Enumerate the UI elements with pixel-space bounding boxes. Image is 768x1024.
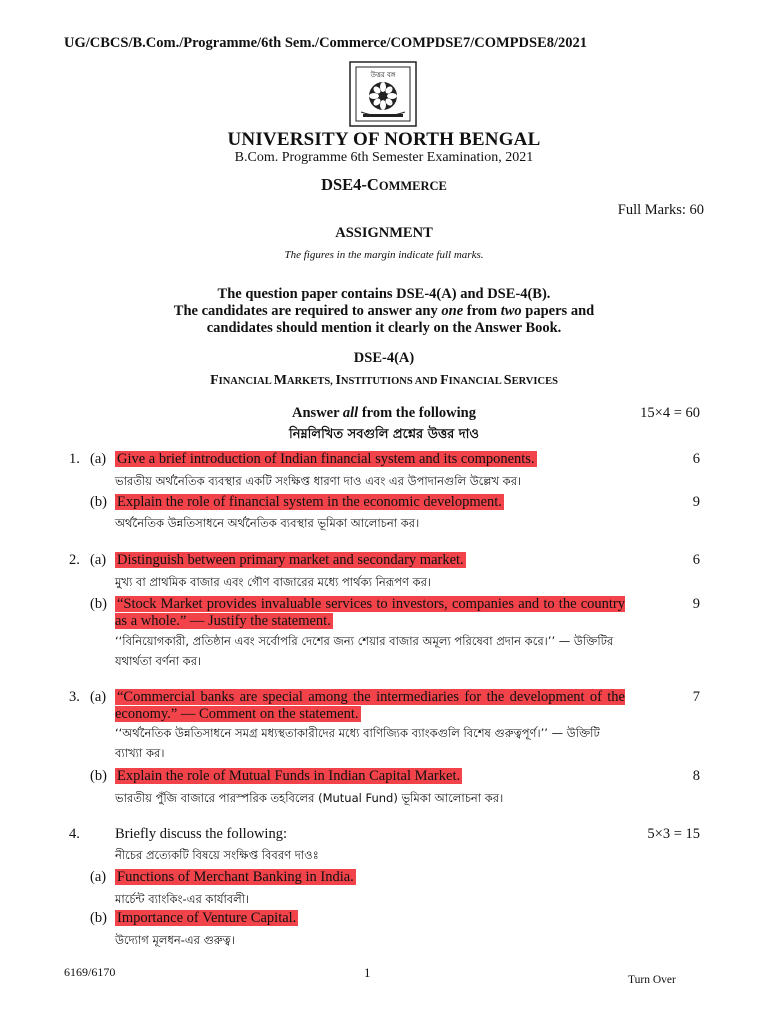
- question-1a: Give a brief introduction of Indian financial system and its components.: [117, 451, 535, 467]
- margin-note: The figures in the margin indicate full marks.: [284, 249, 484, 261]
- subject-title: FINANCIAL MARKETS, INSTITUTIONS AND FINANCIAL SERVICES: [210, 373, 558, 388]
- question-1a-bengali: ভারতীয় অর্থনৈতিক ব্যবস্থার একটি সংক্ষিপ্ত ধারণা দাও এবং এর উপাদানগুলি উল্লেখ কর।: [115, 474, 522, 488]
- exam-title: B.Com. Programme 6th Semester Examination, 2021: [234, 150, 534, 165]
- footer-code: 6169/6170: [64, 965, 116, 979]
- full-marks: Full Marks: 60: [617, 202, 704, 218]
- sub-label: (a): [90, 869, 107, 885]
- seal-text: উত্তর বঙ্গ: [370, 71, 396, 79]
- question-4-intro-bengali: নীচের প্রত্যেকটি বিষয়ে সংক্ষিপ্ত বিবরণ দাওঃ: [115, 848, 319, 862]
- instruction-line-2: The candidates are required to answer any one from two papers and: [173, 303, 595, 319]
- sub-label: (b): [90, 596, 107, 612]
- answer-instruction-bengali: নিম্নলিখিত সবগুলি প্রশ্নের উত্তর দাও: [289, 427, 479, 442]
- question-1b-bengali: অর্থনৈতিক উন্নতিসাধনে অর্থনৈতিক ব্যবস্থার ভূমিকা আলোচনা কর।: [115, 516, 420, 530]
- paper-title: DSE4-COMMERCE: [321, 175, 447, 194]
- answer-instruction: Answer all from the following: [292, 405, 476, 421]
- question-4a: Functions of Merchant Banking in India.: [117, 869, 354, 885]
- question-2b-bengali: ‘‘বিনিয়োগকারী, প্রতিষ্ঠান এবং সর্বোপরি দেশের জন্য শেয়ার বাজার অমূল্য পরিষেবা প্রদান করে।’’ — উক্তিটির যথার্থতা বর্ণনা কর।: [115, 634, 614, 668]
- question-2a-bengali: মুখ্য বা প্রাথমিক বাজার এবং গৌণ বাজারের মধ্যে পার্থক্য নিরূপণ কর।: [115, 575, 432, 589]
- sub-label: (b): [90, 768, 107, 784]
- question-2a: Distinguish between primary market and secondary market.: [117, 552, 464, 568]
- turn-over: Turn Over: [628, 974, 676, 986]
- question-marks: 8: [692, 768, 700, 784]
- question-number: 2.: [69, 552, 80, 568]
- question-marks: 5×3 = 15: [647, 826, 700, 842]
- question-2b: “Stock Market provides invaluable services to investors, companies and to the country as a whole.” — Justify the statement.: [115, 596, 625, 629]
- question-3b-bengali: ভারতীয় পুঁজি বাজারে পারস্পরিক তহবিলের (Mutual Fund) ভূমিকা আলোচনা কর।: [115, 791, 504, 805]
- question-marks: 7: [692, 689, 700, 705]
- question-marks: 6: [692, 552, 700, 568]
- instruction-line-3: candidates should mention it clearly on the Answer Book.: [206, 320, 562, 336]
- section-title: DSE-4(A): [353, 350, 415, 366]
- question-4-intro: Briefly discuss the following:: [115, 826, 287, 842]
- instructions: [0, 286, 768, 337]
- sub-label: (a): [90, 451, 107, 467]
- section-marks: 15×4 = 60: [640, 405, 700, 421]
- university-seal-icon: [347, 60, 419, 128]
- question-marks: 6: [692, 451, 700, 467]
- university-name: UNIVERSITY OF NORTH BENGAL: [227, 129, 541, 150]
- sub-label: (b): [90, 494, 107, 510]
- question-marks: 9: [692, 494, 700, 510]
- question-3a: “Commercial banks are special among the intermediaries for the development of the economy.” — Comment on the statement.: [115, 689, 625, 722]
- question-4b: Importance of Venture Capital.: [117, 910, 297, 926]
- instruction-line-1: The question paper contains DSE-4(A) and DSE-4(B).: [217, 286, 551, 302]
- question-number: 4.: [69, 826, 80, 842]
- question-3a-bengali: ‘‘অর্থনৈতিক উন্নতিসাধনে সমগ্র মধ্যস্থতাকারীদের মধ্যে বাণিজ্যিক ব্যাংকগুলি বিশেষ গুরুত্বপূর্ণ।’’ — উক্তিটি ব্যাখ্যা কর।: [115, 726, 600, 760]
- question-4b-bengali: উদ্যোগ মূলধন-এর গুরুত্ব।: [115, 933, 235, 947]
- sub-label: (b): [90, 910, 107, 926]
- paper-code: UG/CBCS/B.Com./Programme/6th Sem./Commerce/COMPDSE7/COMPDSE8/2021: [64, 35, 588, 51]
- question-4a-bengali: মার্চেন্ট ব্যাংকিং-এর কার্যাবলী।: [115, 892, 250, 906]
- question-number: 3.: [69, 689, 80, 705]
- question-3b: Explain the role of Mutual Funds in Indian Capital Market.: [117, 768, 461, 784]
- question-1b: Explain the role of financial system in the economic development.: [117, 494, 502, 510]
- sub-label: (a): [90, 689, 107, 705]
- question-marks: 9: [692, 596, 700, 612]
- assignment-heading: ASSIGNMENT: [335, 225, 433, 241]
- sub-label: (a): [90, 552, 107, 568]
- question-number: 1.: [69, 451, 80, 467]
- page-number: 1: [364, 965, 371, 980]
